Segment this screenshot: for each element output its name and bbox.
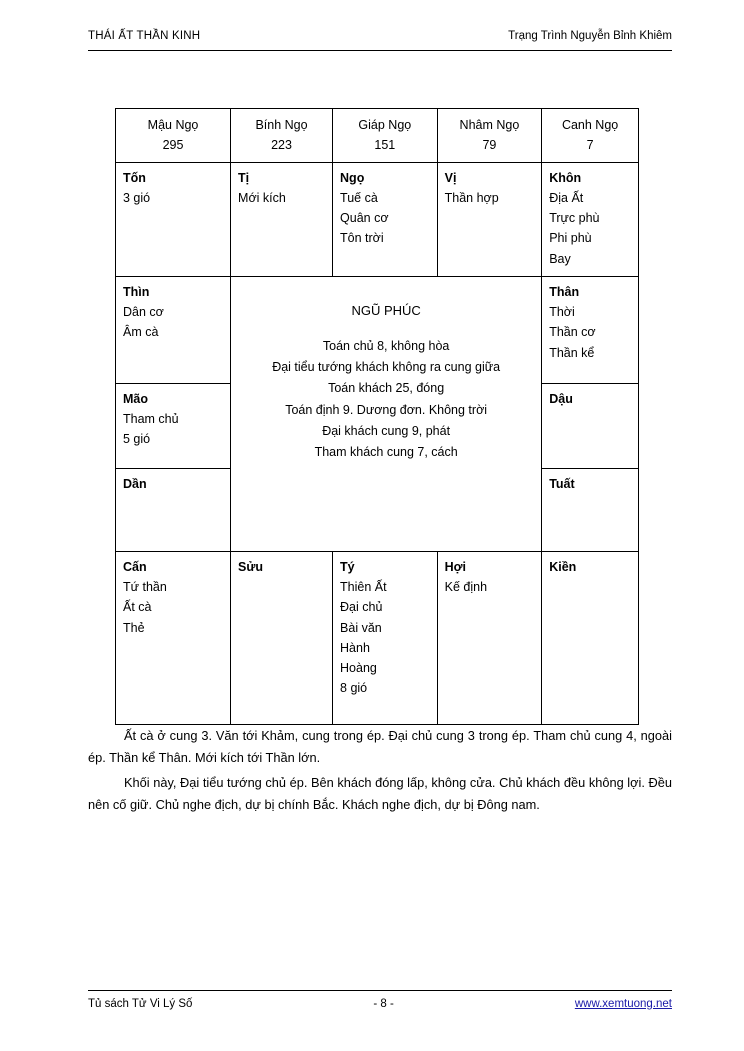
cell-line: 5 gió bbox=[123, 432, 151, 447]
cell-line: Thần hợp bbox=[444, 190, 499, 205]
cell-name: Kiền bbox=[549, 559, 577, 574]
cell-line: Âm cà bbox=[123, 325, 159, 340]
cell-line: Hoàng bbox=[340, 661, 377, 675]
cell-ton bbox=[116, 162, 231, 276]
cell-value: 79 bbox=[482, 138, 497, 153]
cell-number bbox=[333, 109, 438, 163]
cell-value: 295 bbox=[162, 138, 184, 153]
body-paragraph-1 bbox=[88, 725, 672, 773]
table-row bbox=[116, 109, 639, 163]
cell-name: Cấn bbox=[123, 559, 147, 574]
cell-suu bbox=[231, 551, 333, 724]
cell-vi bbox=[437, 162, 542, 276]
cell-line: 3 gió bbox=[123, 190, 151, 205]
cell-line: Thần kể bbox=[549, 345, 595, 360]
cell-name: Nhâm Ngọ bbox=[459, 118, 520, 132]
cell-name: Giáp Ngọ bbox=[358, 118, 412, 132]
cell-ty bbox=[333, 551, 438, 724]
cell-name: Khôn bbox=[549, 170, 582, 185]
cell-name: Vị bbox=[444, 170, 457, 185]
cell-name: Tốn bbox=[123, 170, 146, 185]
cell-center-panel bbox=[231, 276, 542, 551]
cell-name: Mậu Ngọ bbox=[147, 118, 199, 132]
cell-kien bbox=[542, 551, 639, 724]
page-number: - 8 - bbox=[373, 998, 394, 1010]
paragraph-text: Khối này, Đại tiểu tướng chủ ép. Bên khách đóng lấp, không cửa. Chủ khách đều không lợi. Đều nên cố giữ. Chủ nghe địch, dự bị chính Bắc. Khách nghe địch, dự bị Đông nam. bbox=[88, 775, 672, 812]
cell-line: Quân cơ bbox=[340, 211, 389, 225]
cell-name: Hợi bbox=[444, 559, 467, 574]
cell-number bbox=[231, 109, 333, 163]
cell-line: Tham chủ bbox=[123, 412, 179, 426]
center-line: Đại tiểu tướng khách không ra cung giữa bbox=[272, 360, 501, 375]
page-header bbox=[88, 30, 672, 42]
cell-name: Ngọ bbox=[340, 170, 365, 185]
cell-value: 151 bbox=[374, 138, 396, 153]
cell-name: Thân bbox=[549, 284, 580, 299]
cell-value: 223 bbox=[271, 138, 292, 153]
cell-line: Bài văn bbox=[340, 620, 382, 635]
center-title: NGŨ PHÚC bbox=[351, 302, 421, 318]
cell-tuat bbox=[542, 468, 639, 551]
cell-name: Sửu bbox=[238, 559, 264, 574]
cell-line: Địa Ất bbox=[549, 190, 584, 205]
cell-name: Tuất bbox=[549, 476, 575, 491]
page-footer bbox=[88, 998, 672, 1010]
cell-can bbox=[116, 551, 231, 724]
cell-name: Dậu bbox=[549, 391, 573, 406]
body-paragraph-2 bbox=[88, 772, 672, 820]
center-spacer bbox=[238, 321, 534, 335]
table-row bbox=[116, 162, 639, 276]
center-line: Toán khách 25, đóng bbox=[328, 381, 445, 396]
center-line: Đại khách cung 9, phát bbox=[322, 423, 451, 438]
cell-line: Dân cơ bbox=[123, 305, 164, 319]
cell-line: Phi phù bbox=[549, 231, 592, 246]
cell-thin bbox=[116, 276, 231, 383]
cell-name: Bính Ngọ bbox=[255, 118, 308, 132]
cell-line: Thần cơ bbox=[549, 325, 596, 340]
cell-name: Dần bbox=[123, 476, 147, 491]
center-line: Tham khách cung 7, cách bbox=[314, 445, 458, 460]
cell-name: Tý bbox=[340, 559, 355, 574]
cell-line: Bay bbox=[549, 251, 571, 266]
center-line: Toán định 9. Dương đơn. Không trời bbox=[285, 402, 488, 417]
cell-dau bbox=[542, 383, 639, 468]
paragraph-text: Ất cà ở cung 3. Văn tới Khảm, cung trong ép. Đại chủ cung 3 trong ép. Tham chủ cung 4, ngoài ép. Thần kể Thân. Mới kích tới Thần lớn. bbox=[88, 728, 672, 765]
cell-line: Tôn trời bbox=[340, 231, 384, 246]
header-divider bbox=[88, 50, 672, 51]
cell-ti bbox=[231, 162, 333, 276]
cell-line: Thiên Ất bbox=[340, 580, 387, 594]
cell-line: Tuế cà bbox=[340, 190, 378, 205]
cell-khon bbox=[542, 162, 639, 276]
cell-number bbox=[437, 109, 542, 163]
center-body bbox=[238, 336, 534, 463]
table-row bbox=[116, 276, 639, 383]
cell-name: Thìn bbox=[123, 284, 150, 299]
table-row bbox=[116, 551, 639, 724]
cell-line: Đại chủ bbox=[340, 600, 383, 615]
cell-line: Thời bbox=[549, 305, 575, 319]
cell-dan bbox=[116, 468, 231, 551]
header-title-right: Trạng Trình Nguyễn Bỉnh Khiêm bbox=[508, 30, 672, 42]
cell-ngo bbox=[333, 162, 438, 276]
cell-line: Mới kích bbox=[238, 190, 286, 205]
cell-than bbox=[542, 276, 639, 383]
cell-line: 8 gió bbox=[340, 681, 368, 696]
cell-value: 7 bbox=[586, 138, 594, 153]
cell-line: Trực phù bbox=[549, 211, 600, 225]
cell-number bbox=[542, 109, 639, 163]
thai-at-grid bbox=[115, 108, 639, 725]
cell-line: Ất cà bbox=[123, 600, 152, 615]
footer-website-link[interactable]: www.xemtuong.net bbox=[574, 998, 672, 1010]
cell-hoi bbox=[437, 551, 542, 724]
cell-name: Canh Ngọ bbox=[561, 118, 619, 132]
footer-divider bbox=[88, 990, 672, 991]
cell-line: Kế định bbox=[444, 580, 488, 594]
cell-line: Hành bbox=[340, 640, 370, 655]
center-line: Toán chủ 8, không hòa bbox=[322, 338, 450, 353]
header-title-left: THÁI ẤT THẦN KINH bbox=[88, 30, 201, 42]
footer-left: Tủ sách Tử Vi Lý Số bbox=[88, 998, 193, 1010]
cell-line: Thẻ bbox=[123, 620, 145, 635]
cell-mao bbox=[116, 383, 231, 468]
cell-number bbox=[116, 109, 231, 163]
cell-line: Tứ thần bbox=[123, 580, 167, 594]
cell-name: Mão bbox=[123, 391, 148, 406]
cell-name: Tị bbox=[238, 170, 250, 185]
